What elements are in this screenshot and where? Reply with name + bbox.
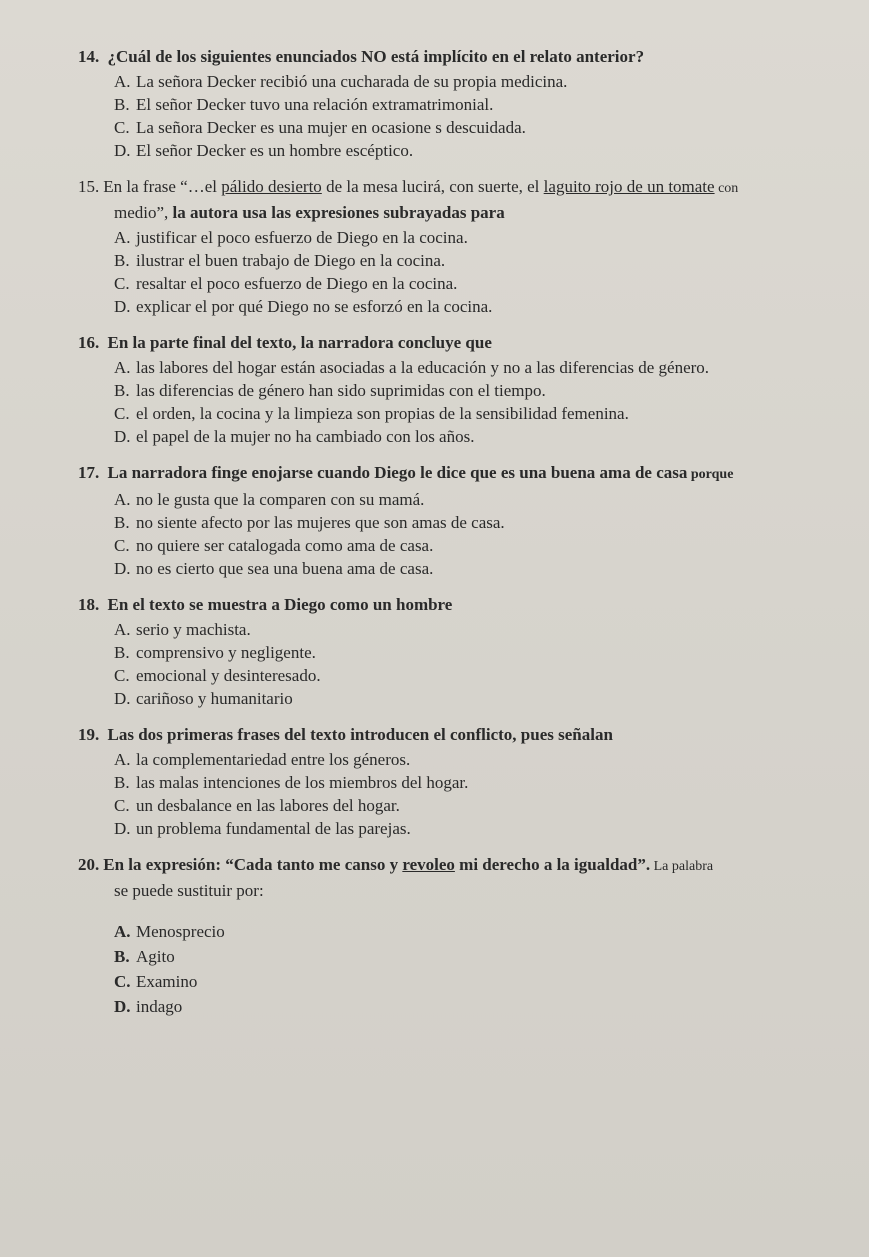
- option-d[interactable]: D. explicar el por qué Diego no se esforzó en la cocina.: [114, 297, 493, 316]
- question-text: ¿Cuál de los siguientes enunciados NO está implícito en el relato anterior?: [107, 47, 645, 66]
- option-b[interactable]: B. El señor Decker tuvo una relación extramatrimonial.: [114, 95, 494, 114]
- option-c[interactable]: C. un desbalance en las labores del hogar.: [114, 796, 400, 815]
- option-b[interactable]: B. las malas intenciones de los miembros del hogar.: [114, 773, 469, 792]
- options-list: [78, 618, 859, 710]
- question-number: 17.: [78, 463, 100, 482]
- options-list: [78, 226, 859, 318]
- option-a[interactable]: A. las labores del hogar están asociadas a la educación y no a las diferencias de género.: [114, 358, 710, 377]
- option-c[interactable]: C. resaltar el poco esfuerzo de Diego en la cocina.: [114, 274, 458, 293]
- option-a[interactable]: A. La señora Decker recibió una cucharada de su propia medicina.: [114, 72, 568, 91]
- options-list: [78, 919, 859, 1019]
- question-18: [78, 594, 859, 710]
- question-19: [78, 724, 859, 840]
- option-d[interactable]: D. un problema fundamental de las parejas.: [114, 819, 411, 838]
- question-stem: 17. La narradora finge enojarse cuando Diego le dice que es una buena ama de casa porque: [78, 463, 734, 482]
- option-d[interactable]: D. no es cierto que sea una buena ama de casa.: [114, 559, 434, 578]
- option-b[interactable]: B. las diferencias de género han sido suprimidas con el tiempo.: [114, 381, 546, 400]
- option-a[interactable]: A. no le gusta que la comparen con su mamá.: [114, 490, 425, 509]
- option-d[interactable]: D. indago: [114, 997, 183, 1016]
- question-number: 18.: [78, 595, 100, 614]
- question-text: Las dos primeras frases del texto introducen el conflicto, pues señalan: [107, 725, 613, 744]
- option-c[interactable]: C. La señora Decker es una mujer en ocasione s descuidada.: [114, 118, 526, 137]
- question-stem: [78, 46, 859, 68]
- question-number: 20.: [78, 855, 100, 874]
- option-a[interactable]: A. la complementariedad entre los géneros.: [114, 750, 411, 769]
- options-list: [78, 488, 859, 580]
- options-list: [78, 70, 859, 162]
- option-d[interactable]: D. cariñoso y humanitario: [114, 689, 293, 708]
- question-number: 16.: [78, 333, 100, 352]
- question-stem: 20. En la expresión: “Cada tanto me canso y revoleo mi derecho a la igualdad”. La palabra: [78, 855, 714, 874]
- option-a[interactable]: A. Menosprecio: [114, 922, 225, 941]
- option-c[interactable]: C. emocional y desinteresado.: [114, 666, 321, 685]
- question-20: [78, 854, 859, 1019]
- question-number: 19.: [78, 725, 100, 744]
- option-a[interactable]: A. serio y machista.: [114, 620, 251, 639]
- options-list: [78, 748, 859, 840]
- question-stem-continued: se puede sustituir por:: [114, 881, 264, 900]
- option-c[interactable]: C. el orden, la cocina y la limpieza son propias de la sensibilidad femenina.: [114, 404, 629, 423]
- option-b[interactable]: B. Agito: [114, 947, 175, 966]
- option-b[interactable]: B. no siente afecto por las mujeres que son amas de casa.: [114, 513, 505, 532]
- question-16: [78, 332, 859, 448]
- option-c[interactable]: C. Examino: [114, 972, 198, 991]
- question-stem: [78, 594, 859, 616]
- question-text: En la parte final del texto, la narradora concluye que: [107, 333, 492, 352]
- question-number: 15.: [78, 177, 100, 196]
- option-d[interactable]: D. el papel de la mujer no ha cambiado con los años.: [114, 427, 475, 446]
- question-text: En el texto se muestra a Diego como un hombre: [107, 595, 453, 614]
- underlined-phrase: pálido desierto: [221, 177, 322, 196]
- underlined-word: revoleo: [402, 855, 455, 874]
- option-b[interactable]: B. ilustrar el buen trabajo de Diego en la cocina.: [114, 251, 446, 270]
- option-d[interactable]: D. El señor Decker es un hombre escéptico.: [114, 141, 414, 160]
- question-number: 14.: [78, 47, 100, 66]
- option-a[interactable]: A. justificar el poco esfuerzo de Diego en la cocina.: [114, 228, 468, 247]
- question-stem: 15. En la frase “…el pálido desierto de la mesa lucirá, con suerte, el laguito rojo de un tomate con: [78, 177, 739, 196]
- options-list: [78, 356, 859, 448]
- option-b[interactable]: B. comprensivo y negligente.: [114, 643, 316, 662]
- question-text: La narradora finge enojarse cuando Diego le dice que es una buena ama de casa: [107, 463, 688, 482]
- question-stem: [78, 724, 859, 746]
- question-17: [78, 462, 859, 580]
- question-14: [78, 46, 859, 162]
- question-stem: [78, 332, 859, 354]
- underlined-phrase: laguito rojo de un tomate: [543, 177, 715, 196]
- option-c[interactable]: C. no quiere ser catalogada como ama de casa.: [114, 536, 434, 555]
- question-15: [78, 176, 859, 318]
- question-stem-continued: medio”, la autora usa las expresiones subrayadas para: [114, 203, 505, 222]
